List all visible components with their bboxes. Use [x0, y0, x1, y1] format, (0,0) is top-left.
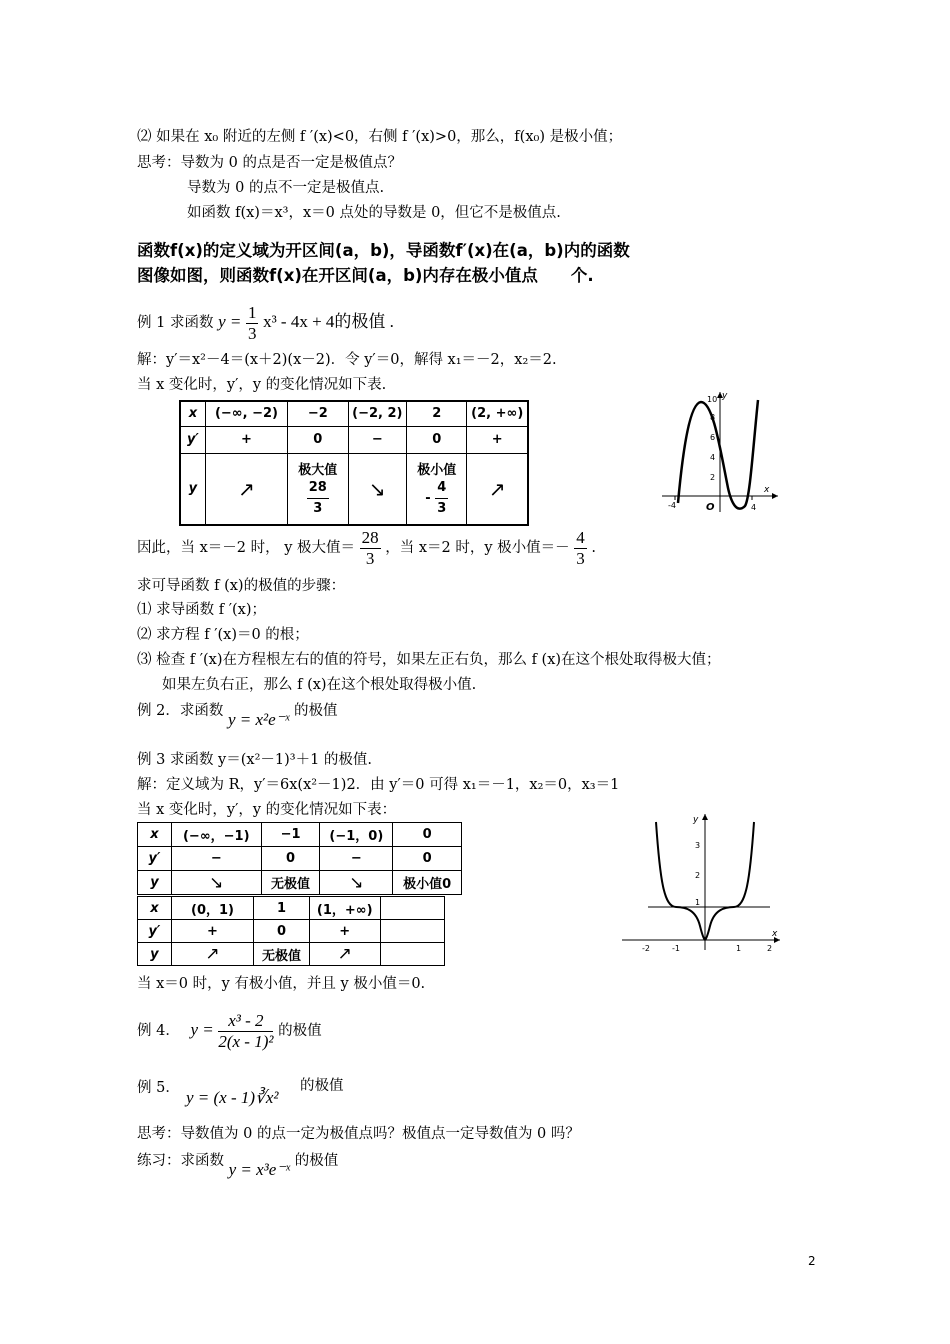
arrow-down-icon: ↘	[320, 871, 393, 895]
tick-label: 6	[710, 433, 716, 442]
table-cell: y′	[138, 920, 172, 943]
table-cell: +	[205, 426, 287, 453]
x-axis-label: x	[772, 929, 778, 939]
tick-label: 1	[695, 898, 701, 907]
table-cell: (−∞，−1)	[171, 823, 261, 847]
arrow-up-icon: ↗	[467, 453, 528, 525]
table-cell: y′	[180, 426, 205, 453]
table-cell: (0，1)	[171, 897, 253, 920]
example-3-table-1	[137, 822, 462, 895]
practice: 练习：求函数 y = x³e⁻ˣ 的极值	[137, 1153, 339, 1179]
tick-label: -4	[668, 501, 676, 510]
think-question-1: 思考：导数为 0 的点是否一定是极值点？	[137, 155, 402, 171]
tick-label: 2	[767, 944, 773, 953]
steps-title: 求可导函数 f (x)的极值的步骤：	[137, 578, 346, 594]
tick-label: 10	[707, 395, 718, 404]
x-axis-label: x	[764, 485, 770, 495]
example-3-solution: 解：定义域为 R，y′＝6x(x²－1)2．由 y′＝0 可得 x₁＝－1，x₂＝0，x₃＝1	[137, 777, 620, 793]
max-den: 3	[313, 500, 323, 516]
max-value-cell	[288, 453, 348, 525]
example-1-solution: 解：y′＝x²－4＝(x＋2)(x－2)．令 y′＝0，解得 x₁＝－2，x₂＝2.	[137, 352, 557, 368]
table-cell: 无极值	[254, 943, 310, 966]
tick-label: -2	[642, 944, 650, 953]
min-value-label: 极小值	[417, 462, 457, 478]
table-cell: y′	[138, 847, 172, 871]
example-3-title: 例 3 求函数 y＝(x²－1)³＋1 的极值.	[137, 752, 373, 768]
min-sign: -	[425, 490, 431, 506]
table-cell: y	[138, 871, 172, 895]
example-1-when: 当 x 变化时，y′，y 的变化情况如下表.	[137, 377, 387, 393]
table-cell: 0	[407, 426, 467, 453]
table-cell: x	[138, 897, 172, 920]
arrow-up-icon: ↗	[205, 453, 287, 525]
tick-label: 4	[710, 453, 716, 462]
table-cell: 0	[288, 426, 348, 453]
step-3-continued: 如果左负右正，那么 f (x)在这个根处取得极小值.	[162, 677, 477, 693]
table-cell: +	[309, 920, 380, 943]
table-cell: −	[348, 426, 407, 453]
tick-label: 2	[710, 473, 716, 482]
table-cell: −	[171, 847, 261, 871]
cubic-graph	[658, 388, 783, 518]
step-1: ⑴ 求导函数 f ′(x)；	[137, 602, 266, 618]
table-cell: (2, +∞)	[467, 401, 528, 426]
cubic-curve	[678, 400, 758, 509]
example-1-table	[179, 400, 529, 526]
tick-label: 2	[695, 871, 701, 880]
y-axis-label: y	[722, 391, 728, 401]
table-cell: 0	[261, 847, 320, 871]
table-cell: y	[180, 453, 205, 525]
min-value-cell	[407, 453, 467, 525]
table-cell: 0	[393, 823, 462, 847]
condition-min-line: ⑵ 如果在 x₀ 附近的左侧 f ′(x)<0，右侧 f ′(x)>0，那么，f(x₀) 是极小值；	[137, 129, 623, 145]
arrow-down-icon: ↘	[348, 453, 407, 525]
step-2: ⑵ 求方程 f ′(x)＝0 的根；	[137, 627, 309, 643]
example-5-tail: 的极值	[300, 1078, 344, 1094]
table-cell: (−1，0)	[320, 823, 393, 847]
max-num: 28	[307, 478, 329, 499]
y-axis-arrow	[702, 814, 708, 820]
arrow-up-icon: ↗	[309, 943, 380, 966]
table-cell: 无极值	[261, 871, 320, 895]
table-cell: (1，+∞)	[309, 897, 380, 920]
table-cell: 极小值0	[393, 871, 462, 895]
table-cell: +	[171, 920, 253, 943]
max-value-label: 极大值	[298, 462, 338, 478]
table-cell: 2	[407, 401, 467, 426]
step-3: ⑶ 检查 f ′(x)在方程根左右的值的符号，如果左正右负，那么 f (x)在这个根处取得极大值；	[137, 652, 721, 668]
table-cell: x	[138, 823, 172, 847]
origin-label: O	[706, 502, 715, 513]
think-question-2: 思考：导数值为 0 的点一定为极值点吗？极值点一定导数值为 0 吗？	[137, 1126, 580, 1142]
example-2: 例 2．求函数 y = x²e⁻ˣ 的极值	[137, 703, 338, 729]
table-cell: +	[467, 426, 528, 453]
example-3-when: 当 x 变化时，y′，y 的变化情况如下表：	[137, 802, 397, 818]
x-axis-arrow	[772, 493, 778, 499]
table-cell: −2	[288, 401, 348, 426]
tick-label: 4	[751, 503, 757, 512]
table-cell: 0	[393, 847, 462, 871]
page-number: 2	[808, 1254, 816, 1268]
bold-question-line-2: 图像如图，则函数f(x)在开区间(a，b)内存在极小值点 个.	[137, 266, 594, 285]
arrow-up-icon: ↗	[171, 943, 253, 966]
table-cell	[380, 897, 444, 920]
table-cell: −	[320, 847, 393, 871]
min-num: 4	[435, 478, 448, 499]
y-axis-label: y	[693, 815, 699, 825]
think-answer-2: 如函数 f(x)＝x³，x＝0 点处的导数是 0，但它不是极值点.	[187, 205, 561, 221]
arrow-down-icon: ↘	[171, 871, 261, 895]
table-cell: x	[180, 401, 205, 426]
example-3-conclusion: 当 x＝0 时，y 有极小值，并且 y 极小值＝0.	[137, 976, 426, 992]
example-3-table-2	[137, 896, 445, 966]
tick-label: 1	[736, 944, 742, 953]
tick-label: 8	[710, 413, 716, 422]
table-cell: 1	[254, 897, 310, 920]
example-4: 例 4． y = $\frac{\text{x³ - 2}}{\text{2(x - 1)²}}$ 的极值	[137, 1010, 322, 1051]
example-5-label: 例 5．	[137, 1080, 180, 1096]
bold-question-line-1: 函数f(x)的定义域为开区间(a，b)，导函数f′(x)在(a，b)内的函数	[137, 241, 630, 260]
table-cell: −1	[261, 823, 320, 847]
table-cell: y	[138, 943, 172, 966]
think-answer-1: 导数为 0 的点不一定是极值点.	[187, 180, 385, 196]
table-cell: (−2, 2)	[348, 401, 407, 426]
tick-label: -1	[672, 944, 680, 953]
table-cell	[380, 920, 444, 943]
table-cell	[380, 943, 444, 966]
tick-label: 3	[695, 841, 701, 850]
table-cell: 0	[254, 920, 310, 943]
min-den: 3	[437, 500, 447, 516]
table-cell: (−∞, −2)	[205, 401, 287, 426]
sextic-graph	[620, 810, 785, 958]
example-1-conclusion: 因此，当 x＝－2 时， y 极大值＝ $\frac{28}{3}$ ，当 x＝2 时，y 极小值＝－ $\frac{4}{3}$ .	[137, 527, 596, 568]
example-1-title: 例 1 求函数 y = $\frac{1}{3}$ x³ - 4x + 4的极值 .	[137, 302, 394, 343]
example-5-formula: y = (x - 1)∛x²	[186, 1088, 279, 1107]
